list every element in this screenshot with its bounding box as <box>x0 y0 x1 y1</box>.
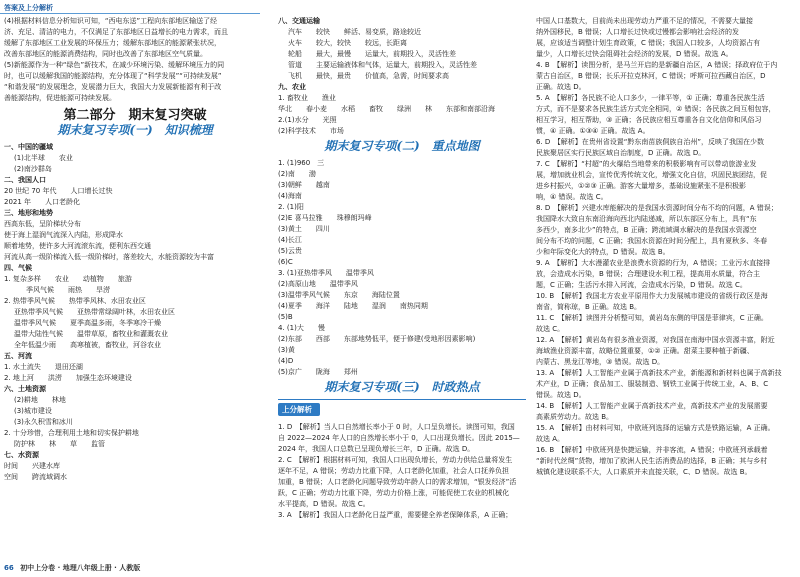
map-answer-line: (3)黄土 四川 <box>278 225 330 233</box>
answer-line: 6. D 【解析】在贵州省设置“黔东南苗族侗族自治州”，反映了我国在少数 <box>536 138 765 146</box>
banner-rule <box>278 399 526 418</box>
middle-column <box>278 16 526 521</box>
answer-line: 8. D 【解析】兴建水库能解决的是我国水资源时间分布不均的问题，A 错误； <box>536 204 778 212</box>
answer-analysis-continued <box>536 16 798 478</box>
answer-line: 展，应该适当调整计划生育政策，C 错误；我国人口较多，人均资源占有 <box>536 39 761 47</box>
answer-line: 错误。故选 D。 <box>536 391 586 399</box>
agri-line: (2)科学技术 市场 <box>278 127 344 135</box>
paragraph-line: 缓解了东部地区工业发展的环保压力；缓解东部地区的能源紧张状况， <box>4 39 221 47</box>
answer-line: 量少，人口增长过快会阻碍社会经济的发展，D 错误。故选 A。 <box>536 50 733 58</box>
answer-line: 逐年不足，A 错误；劳动力比重下降，人口老龄化加重，社会人口抚养负担 <box>278 467 510 475</box>
agri-list <box>278 93 526 137</box>
outline-line: 1. 复杂多样 农业 动植物 旅游 <box>4 275 132 283</box>
part-title: 第二部分 期末复习突破 <box>63 108 207 123</box>
outline-line: 2. 地上河 洪涝 加强生态环境建设 <box>4 374 132 382</box>
map-answer-line: (3)黄 <box>278 346 295 354</box>
outline-line: 2021 年 人口老龄化 <box>4 198 81 206</box>
page-header <box>0 0 800 14</box>
answer-line: 9. A 【解析】大水漫灌农业是浪费水资源的行为，A 错误；工业污水直接排 <box>536 259 771 267</box>
answer-line: 纳外国移民，B 错误；人口增长过快或过慢都会影响社会经济的发 <box>536 28 740 36</box>
answer-analysis-list <box>278 422 526 521</box>
paragraph-line: (5)新能源作为一种“绿色”新技术，在减少环境污染、缓解环境压力的同 <box>4 61 225 69</box>
outline-line: 六、土地资源 <box>4 385 46 393</box>
answer-line: 14. B 【解析】人工智能产业属于高新技术产业，高新技术产业的发展需要 <box>536 402 768 410</box>
answer-line: 城镇化建设联系不大，人口素质并未直接关联，C、D 错误。故选 B。 <box>536 468 752 476</box>
outline-line: 2. 热带季风气候 热带季风林、水田农业区 <box>4 297 146 305</box>
answer-line: 少和年际变化大的特点，D 错误。故选 B。 <box>536 248 670 256</box>
right-column <box>536 16 798 478</box>
map-answer-line: (5)B <box>278 313 293 321</box>
answer-line: 5. A 【解析】各民族不论人口多少，一律平等，① 正确；尊重各民族生活 <box>536 94 765 102</box>
answer-line: 民族聚居区实行民族区域自治制度，D 正确。故选 D。 <box>536 149 706 157</box>
answer-line: 15. A 【解析】由材料可知，中欧班列选择的运输方式是铁路运输，A 正确。 <box>536 424 775 432</box>
answer-line: “新时代丝绸”货物，增加了欧洲人民生活消费品的选择，B 正确；其与乡村 <box>536 457 768 465</box>
outline-line: 河流从高一级阶梯流入低一级阶梯时，落差较大，水能资源较为丰富 <box>4 253 214 261</box>
answer-line: 水平提高，D 错误。故选 C。 <box>278 500 370 508</box>
answer-line: 4. B 【解析】读图分析，是马兰开启的是新疆自治区，A 错误；择政府位于内 <box>536 61 778 69</box>
header-title: 答案及上分解析 <box>4 4 53 12</box>
transport-line: 汽车 较快 鲜活、易变质，路途较近 <box>288 28 421 36</box>
answer-line: 跃，C 正确；劳动力比重下降，劳动力价格上涨，可能促使工农业的机械化 <box>278 489 510 497</box>
topic-title-2: 期末复习专项(二) 重点地图 <box>324 139 480 153</box>
outline-line: 四、气候 <box>4 264 32 272</box>
outline-line: (2)南沙群岛 <box>14 165 52 173</box>
transport-line: 飞机 最快，最贵 价值高，急需，时间要求高 <box>288 72 449 80</box>
left-paragraph <box>4 16 266 104</box>
answer-line: 蒙古自治区，B 错误；长乐开拉克林河，C 错误；呼斯可拉西藏自治区，D <box>536 72 766 80</box>
topic-title-1: 期末复习专项(一) 知识梳理 <box>57 123 213 137</box>
outline-line: 顺着地势，使许多大河流滚东流，便利东西交通 <box>4 242 151 250</box>
answer-line: 进乡村振兴，①②③ 正确。游客大量增多，基础设施紧张不是积极影 <box>536 182 747 190</box>
transport-line: 管道 主要运输液体和气体，运量大，前期投入，灵活性差 <box>288 61 477 69</box>
paragraph-line: “和谐发展”的发展理念，发展潜力巨大，我国大力发展新能源有利于改 <box>4 83 222 91</box>
outline-line: 二、我国人口 <box>4 176 46 184</box>
transport-line: 火车 较大，较快 较远，长距离 <box>288 39 407 47</box>
outline-line: 20 世纪 70 年代 人口增长过快 <box>4 187 113 195</box>
outline-line: 三、地形和地势 <box>4 209 53 217</box>
answer-line: 1. D 【解析】当人口自然增长率小于 0 时，人口呈负增长。读图可知，我国 <box>278 423 515 431</box>
map-answer-line: (4)D <box>278 357 294 365</box>
answer-line: 2024 年，我国人口总数已呈现负增长三年，D 正确。故选 D。 <box>278 445 475 453</box>
outline-line: (3)永久积雪和冰川 <box>14 418 73 426</box>
answer-line: 我国降水大致自东南沿海向西北内陆递减，所以东部区分布上，具有“东 <box>536 215 757 223</box>
answer-line: 术产业，D 正确；食品加工、服装制造、钢铁工业属于传统工业，A、B、C <box>536 380 769 388</box>
map-answer-line: (4)海南 <box>278 192 302 200</box>
outline-line: 季风气候 雨热 旱涝 <box>26 286 110 294</box>
outline-line: 温带季风气候 夏季高温多雨，冬季寒冷干燥 <box>14 319 161 327</box>
map-answer-line: (2)高原山地 温带季风 <box>278 280 358 288</box>
outline-line: 温带大陆性气候 温带草原，畜牧业和灌溉农业 <box>14 330 168 338</box>
map-answer-line: 2. (1)阳 <box>278 203 304 211</box>
answer-line: 响，④ 错误。故选 C。 <box>536 193 608 201</box>
outline-line: 2. 十分珍惜，合理利用土地和切实保护耕地 <box>4 429 139 437</box>
answer-line: 13. A 【解析】人工智能产业属于高新技术产业，新能源和新材料也属于高新技 <box>536 369 782 377</box>
answer-line: 间分布不均的问题，C 正确；我国水资源在时间分配上，具有夏秋多、冬春 <box>536 237 768 245</box>
answer-line: 故选 C。 <box>536 325 565 333</box>
outline-line: 使于海上湿润气流深入内陆，形成降水 <box>4 231 123 239</box>
map-answer-line: (3)朝鲜 越南 <box>278 181 330 189</box>
paragraph-line: 时，也可以缓解我国的能源结构，充分体现了“科学发展”“可持续发展” <box>4 72 222 80</box>
answer-line: 相互学习，相互帮助，③ 正确；各民族应相互尊重各自文化信仰和风俗习 <box>536 116 762 124</box>
outline-line: 空间 跨流域调水 <box>4 473 67 481</box>
answer-line: 12. A 【解析】黄岩岛有很多渔业资源，对我国在南海中国水资源丰富，附近 <box>536 336 775 344</box>
answer-line: 内蒙古、黑龙江等地，③ 错误。故选 D。 <box>536 358 665 366</box>
answer-line: 2. C 【解析】根据材料可知，我国人口出现负增长，劳动力供给总量将发生 <box>278 456 513 464</box>
answer-line: 方式，而不是要求各民族生活方式完全相同，② 错误；各民族之间互相包容， <box>536 105 776 113</box>
agri-line: 2.(1)水分 光照 <box>278 116 337 124</box>
answer-line: 正确。故选 D。 <box>536 83 586 91</box>
answer-line: 惯，④ 正确。①③④ 正确。故选 A。 <box>536 127 650 135</box>
answer-line: 16. B 【解析】中欧班列是快捷运输，并非客流，A 错误；中欧班列承载着 <box>536 446 768 454</box>
answer-line: 放，会造成水污染，B 错误；合理建设水利工程，提高用水质量，符合主 <box>536 270 761 278</box>
map-answer-line: 4. (1)大 慢 <box>278 324 325 332</box>
map-answer-line: (4)长江 <box>278 236 302 244</box>
answer-line: 中国人口基数大，目前尚未出现劳动力严重不足的情况，不需要大量接 <box>536 17 753 25</box>
outline-line: (2)耕地 林地 <box>14 396 66 404</box>
outline-line: 一、中国的疆域 <box>4 143 53 151</box>
map-answer-line: 1. (1)960 三 <box>278 159 325 167</box>
answer-line: 高素质劳动力。故选 B。 <box>536 413 614 421</box>
answer-line: 故选 A。 <box>536 435 565 443</box>
answer-line: 11. C 【解析】读图并分析整可知，黄岩岛东侧的甲国是菲律宾，C 正确。 <box>536 314 768 322</box>
footer-text: 初中上分卷 · 地理八年级上册 · 人教版 <box>20 564 141 572</box>
outline-line: 西高东低，呈阶梯状分布 <box>4 220 81 228</box>
answer-line: 南省，简称琼，B 正确。故选 B。 <box>536 303 642 311</box>
paragraph-line: 改善东部地区的能源消费结构，同时也改善了东部地区空气质量。 <box>4 50 207 58</box>
transport-heading: 八、交通运输 <box>278 17 320 25</box>
map-answer-line: (6)C <box>278 258 293 266</box>
paragraph-line: (4)根据材料信息分析知识可知，“西电东送”工程向东部地区输送了经 <box>4 17 218 25</box>
page-footer <box>4 563 140 573</box>
map-answer-line: 3. (1)亚热带季风 温带季风 <box>278 269 374 277</box>
outline-line: 1. 水土流失 退田还湖 <box>4 363 83 371</box>
answer-line: 3. A 【解析】我国人口老龄化日益严重，需要健全养老保障体系，A 正确； <box>278 511 513 519</box>
outline-line: 防护林 林 草 监管 <box>14 440 105 448</box>
knowledge-outline <box>4 142 266 483</box>
map-answers <box>278 158 526 378</box>
header-rule <box>0 13 260 14</box>
outline-line: (3)城市建设 <box>14 407 52 415</box>
page-number: 66 <box>4 564 14 572</box>
answer-line: 海域渔业资源丰富，故略位置重要，①② 正确。甜菜主要种植于新疆、 <box>536 347 754 355</box>
answer-line: 自 2022—2024 年人口的自然增长率小于 0，人口出现负增长。因此 2015— <box>278 434 520 442</box>
map-answer-line: (2)东部 西部 东部地势低平，便于修建(受地形因素影响) <box>278 335 476 343</box>
answer-line: 多西少，南多北少”的特点，B 正确；跨流域调水解决的是我国水资源空 <box>536 226 757 234</box>
outline-line: 五、河流 <box>4 352 32 360</box>
agri-line: 华北 春小麦 水稻 畜牧 绿洲 林 东部和南部沿海 <box>278 105 495 113</box>
outline-line: 全年低温少雨 高寒植被，畜牧业，河谷农业 <box>14 341 161 349</box>
paragraph-line: 济、充足、清洁的电力，不仅满足了东部地区日益增长的电力需求，而且 <box>4 28 228 36</box>
map-answer-line: (5)京广 陇海 郑州 <box>278 368 358 376</box>
outline-line: 时间 兴建水库 <box>4 462 60 470</box>
map-answer-line: (2)E 喜马拉雅 珠穆朗玛峰 <box>278 214 372 222</box>
transport-line: 轮船 最大，最慢 运量大，前期投入，灵活性差 <box>288 50 456 58</box>
agri-heading: 九、农业 <box>278 83 306 91</box>
topic-title-3: 期末复习专项(三) 时政热点 <box>324 380 480 394</box>
answer-line: 展，增加就业机会，宣传优秀传统文化，增强文化自信，巩固民族团结，促 <box>536 171 767 179</box>
paragraph-line: 善能源结构，促进能源可持续发展。 <box>4 94 116 102</box>
map-answer-line: (5)云贵 <box>278 247 302 255</box>
answer-line: 7. C 【解析】“村超”的火爆给当地带来的积极影响有可以带动旅游业发 <box>536 160 757 168</box>
map-answer-line: (4)夏季 海洋 陆地 湿润 南热同期 <box>278 302 428 310</box>
map-answer-line: (2)南 渤 <box>278 170 316 178</box>
outline-line: 亚热带季风气候 亚热带常绿阔叶林，水田农业区 <box>14 308 175 316</box>
outline-line: 七、水资源 <box>4 451 39 459</box>
left-column <box>4 16 266 483</box>
map-answer-line: (3)温带季风气候 东京 海陆位置 <box>278 291 400 299</box>
transport-list <box>278 27 526 82</box>
analysis-banner: 上分解析 <box>278 403 320 416</box>
outline-line: (1)北半球 农业 <box>14 154 73 162</box>
agri-line: 1. 畜牧业 渔业 <box>278 94 336 102</box>
answer-line: 加重，B 错误；人口老龄化问题导致劳动年龄人口的需求增加，“银发经济”活 <box>278 478 517 486</box>
answer-line: 10. B 【解析】我国北方农业平原用作大力发展城市建设的省级行政区是海 <box>536 292 768 300</box>
answer-line: 题，C 正确；生活污水排入河流，会造成水污染，D 错误。故选 C。 <box>536 281 747 289</box>
